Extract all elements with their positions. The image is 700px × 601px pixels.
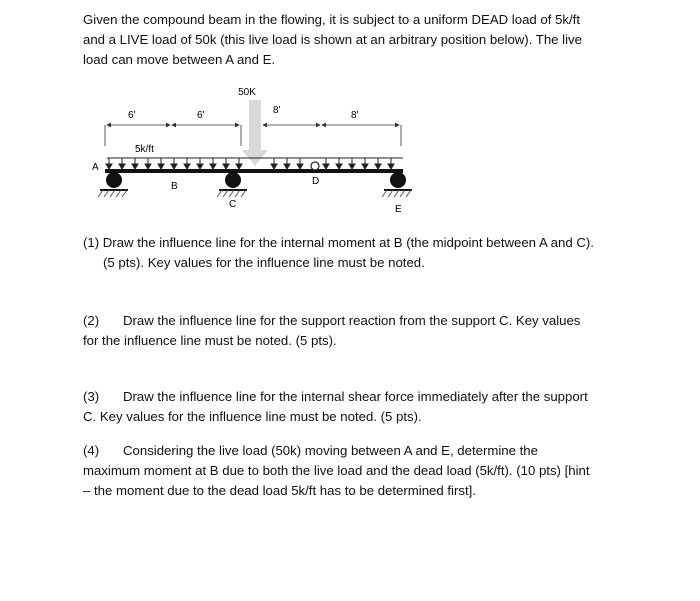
beam-diagram <box>83 80 423 220</box>
q2-line-2: for the influence line must be noted. (5 pts). <box>83 333 337 348</box>
q1-line-1: (1) Draw the influence line for the internal moment at B (the midpoint between A and C). <box>83 235 594 250</box>
span-label-1: 6' <box>128 110 136 121</box>
point-load-arrow <box>249 100 261 158</box>
span-label-2: 6' <box>197 110 205 121</box>
q3-number: (3) <box>83 389 100 404</box>
q4-line-1: Considering the live load (50k) moving between A and E, determine the <box>123 443 538 458</box>
intro-line-3: load can move between A and E. <box>83 52 276 67</box>
beam <box>105 169 403 173</box>
q3-line-2: C. Key values for the influence line must be noted. (5 pts). <box>83 409 422 424</box>
q4-line-3: – the moment due to the dead load 5k/ft has to be determined first]. <box>83 483 476 498</box>
question-4 <box>83 441 623 501</box>
point-label-d: D <box>312 176 320 187</box>
question-1 <box>83 233 623 273</box>
point-load-label: 50K <box>238 87 256 98</box>
q1-line-2: (5 pts). Key values for the influence line must be noted. <box>103 255 425 270</box>
problem-statement <box>83 10 623 70</box>
point-label-b: B <box>171 181 178 192</box>
question-3 <box>83 387 623 427</box>
q4-number: (4) <box>83 443 100 458</box>
support-e <box>382 172 412 197</box>
support-c <box>217 172 247 197</box>
question-2 <box>83 311 623 351</box>
q2-line-1: Draw the influence line for the support reaction from the support C. Key values <box>123 313 581 328</box>
q4-line-2: maximum moment at B due to both the live load and the dead load (5k/ft). (10 pts) [hint <box>83 463 590 478</box>
intro-line-1: Given the compound beam in the flowing, it is subject to a uniform DEAD load of 5k/ft <box>83 12 580 27</box>
point-label-c: C <box>229 199 237 210</box>
point-label-a: A <box>92 162 99 173</box>
q2-number: (2) <box>83 313 100 328</box>
span-label-4: 8' <box>351 110 359 121</box>
span-label-3: 8' <box>273 105 281 116</box>
support-a <box>98 172 128 197</box>
distributed-load-label: 5k/ft <box>135 144 154 155</box>
hinge-d <box>311 162 319 170</box>
q3-line-1: Draw the influence line for the internal shear force immediately after the support <box>123 389 588 404</box>
point-label-e: E <box>395 204 402 215</box>
intro-line-2: and a LIVE load of 50k (this live load is shown at an arbitrary position below). The live <box>83 32 582 47</box>
